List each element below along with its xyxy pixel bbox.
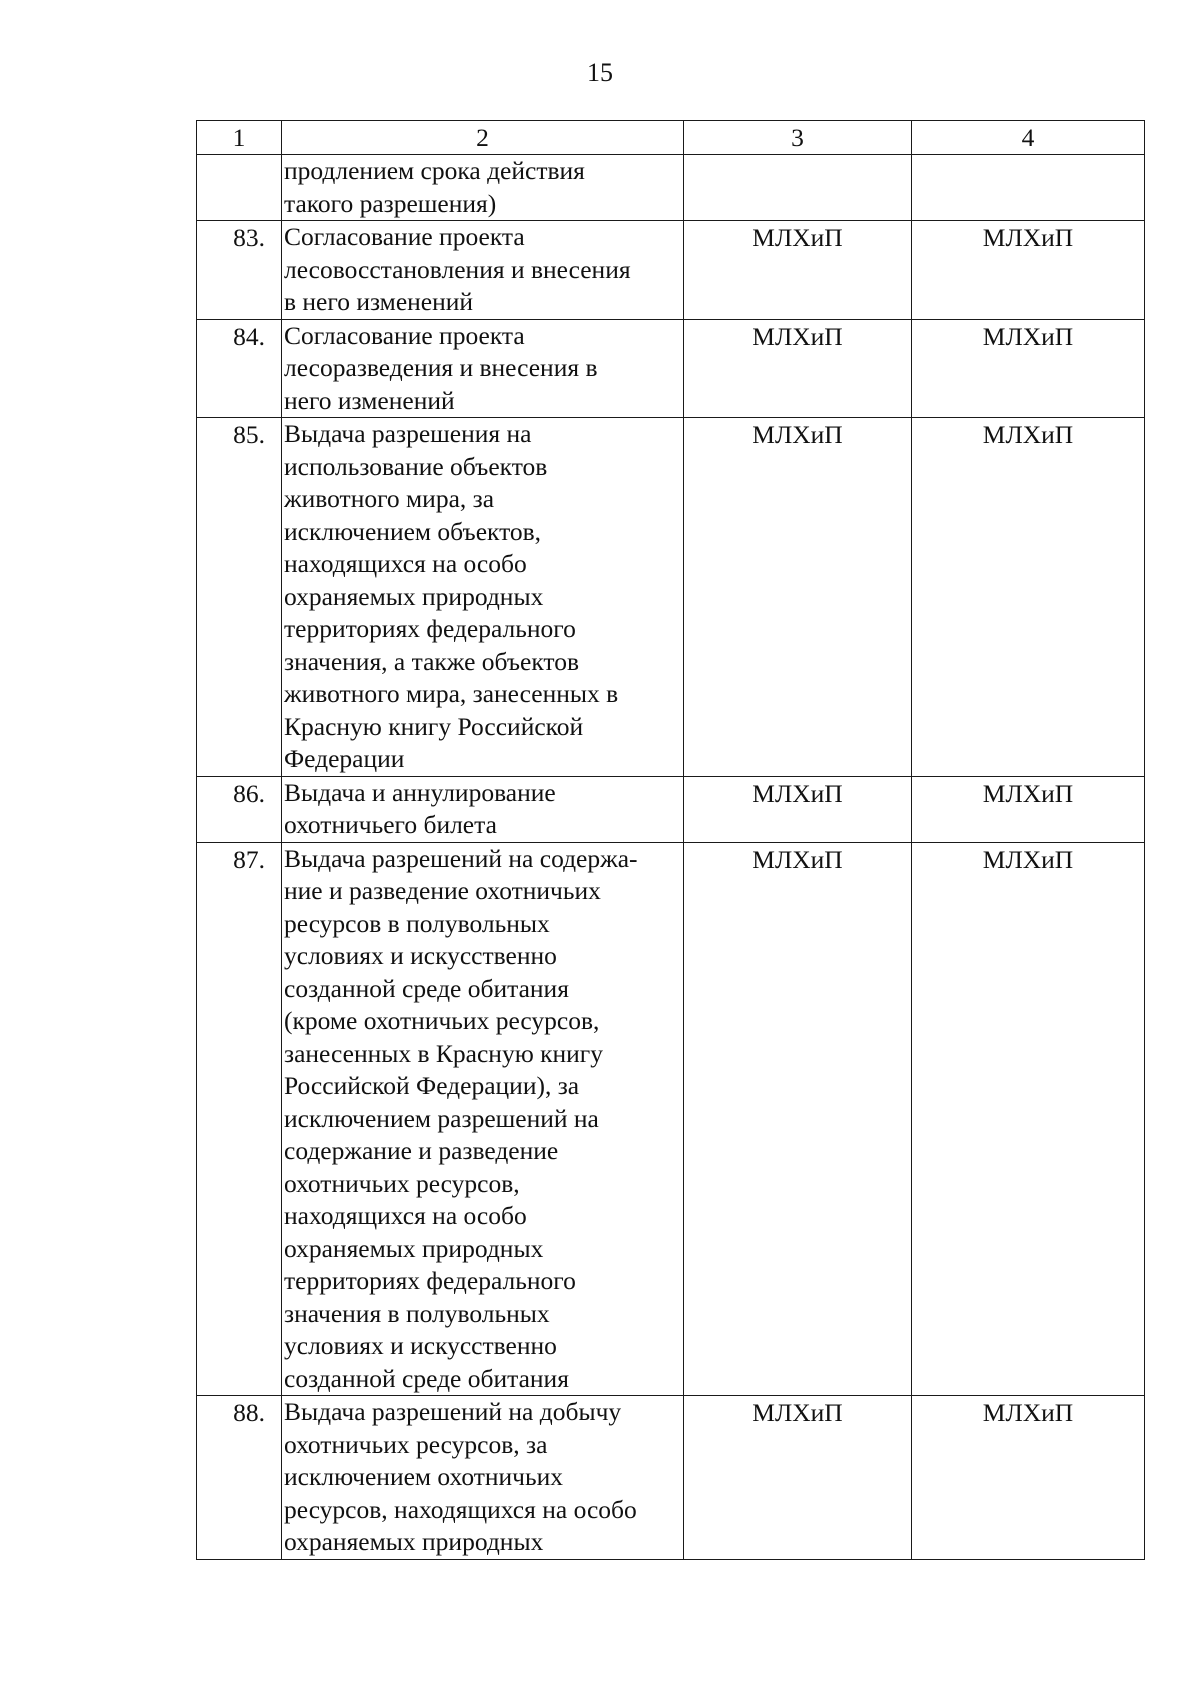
table-row <box>197 221 1145 320</box>
row-col4-authority: МЛХиП <box>912 418 1145 777</box>
row-col3-authority: МЛХиП <box>684 418 912 777</box>
table-header-row <box>197 121 1145 155</box>
row-col4-authority: МЛХиП <box>912 319 1145 418</box>
row-col4-authority: МЛХиП <box>912 1396 1145 1560</box>
table-row <box>197 1396 1145 1560</box>
row-description: Согласование проекта лесоразведения и внесения в него изменений <box>282 319 684 418</box>
row-col3-authority: МЛХиП <box>684 319 912 418</box>
row-number <box>197 155 282 221</box>
row-col3-authority <box>684 155 912 221</box>
row-description: Выдача разрешения на использование объектов животного мира, за исключением объектов, находящихся на особо охраняемых природных территориях федерального значения, а также объектов животного мира, занесенных в Красную книгу Российской Федерации <box>282 418 684 777</box>
row-col3-authority: МЛХиП <box>684 221 912 320</box>
header-col-4: 4 <box>912 121 1145 155</box>
header-col-2: 2 <box>282 121 684 155</box>
header-col-1: 1 <box>197 121 282 155</box>
row-number: 88. <box>197 1396 282 1560</box>
row-description: Выдача разрешений на добычу охотничьих ресурсов, за исключением охотничьих ресурсов, находящихся на особо охраняемых природных <box>282 1396 684 1560</box>
table-row <box>197 418 1145 777</box>
table-row <box>197 319 1145 418</box>
row-description: продлением срока действия такого разрешения) <box>282 155 684 221</box>
row-number: 83. <box>197 221 282 320</box>
row-col4-authority: МЛХиП <box>912 776 1145 842</box>
row-col3-authority: МЛХиП <box>684 842 912 1396</box>
row-col4-authority: МЛХиП <box>912 221 1145 320</box>
page-number: 15 <box>587 58 613 87</box>
row-col4-authority <box>912 155 1145 221</box>
table-row <box>197 776 1145 842</box>
header-col-3: 3 <box>684 121 912 155</box>
row-number: 84. <box>197 319 282 418</box>
row-number: 85. <box>197 418 282 777</box>
table-row <box>197 155 1145 221</box>
row-col3-authority: МЛХиП <box>684 1396 912 1560</box>
table-row <box>197 842 1145 1396</box>
row-col3-authority: МЛХиП <box>684 776 912 842</box>
row-description: Выдача разрешений на содержа- ние и разведение охотничьих ресурсов в полувольных условиях и искусственно созданной среде обитания (кроме охотничьих ресурсов, занесенных в Красную книгу Российской Федерации), за исключением разрешений на содержание и разведение охотничьих ресурсов, находящихся на особо охраняемых природных территориях федерального значения в полувольных условиях и искусственно созданной среде обитания <box>282 842 684 1396</box>
row-number: 87. <box>197 842 282 1396</box>
authority-table <box>196 120 1145 1560</box>
row-description: Согласование проекта лесовосстановления и внесения в него изменений <box>282 221 684 320</box>
row-col4-authority: МЛХиП <box>912 842 1145 1396</box>
row-number: 86. <box>197 776 282 842</box>
row-description: Выдача и аннулирование охотничьего билета <box>282 776 684 842</box>
